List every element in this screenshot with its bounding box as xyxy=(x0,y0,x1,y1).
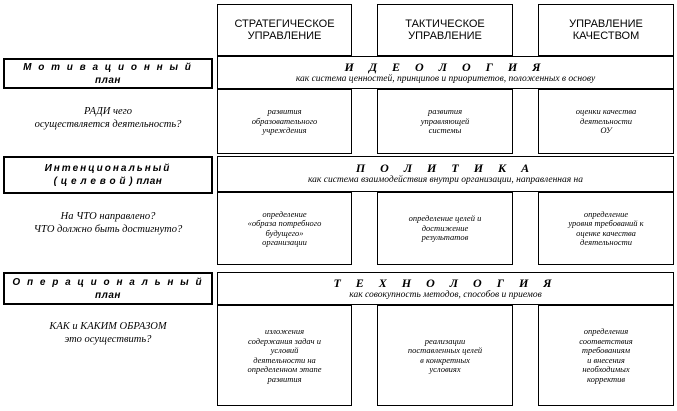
cell-line: необходимых xyxy=(582,364,630,374)
band-title: П О Л И Т И К А xyxy=(355,161,536,175)
cell-line: определенном этапе xyxy=(247,364,322,374)
cell-line: результатов xyxy=(421,232,469,243)
cell-line: «образа потребного xyxy=(247,218,322,228)
column-header-line2: УПРАВЛЕНИЕ xyxy=(247,30,322,42)
cell-line: содержания задач и xyxy=(248,335,321,346)
row-question-line2: осуществляется деятельность? xyxy=(34,119,182,130)
cell-line: организации xyxy=(262,237,307,247)
technology-cell-quality xyxy=(538,305,674,406)
cell-line: корректив xyxy=(586,373,626,384)
cell-line: системы xyxy=(428,125,462,136)
policy-cell-quality xyxy=(538,192,674,265)
row-question-line1: КАК и КАКИМ ОБРАЗОМ xyxy=(49,321,167,332)
cell-line: реализации xyxy=(424,335,466,346)
row-question-intentional xyxy=(3,210,213,236)
row-question-line2: ЧТО должно быть достигнуто? xyxy=(33,224,183,235)
row-question-motivational xyxy=(3,105,213,131)
ideology-cell-quality xyxy=(538,89,674,154)
row-label-line1: Интенциональный xyxy=(44,163,172,174)
row-label-line1: М о т и в а ц и о н н ы й xyxy=(23,61,193,73)
cell-line: определения xyxy=(583,326,629,336)
cell-line: деятельности xyxy=(579,237,633,247)
technology-cell-strategic xyxy=(217,305,352,406)
band-subtitle: как совокупность методов, способов и приемов xyxy=(349,289,542,300)
row-label-line2: ( ц е л е в о й ) план xyxy=(53,176,163,187)
band-policy xyxy=(217,156,674,192)
cell-line: развития xyxy=(427,106,463,117)
cell-line: деятельности xyxy=(579,115,633,126)
cell-line: изложения xyxy=(264,326,305,336)
cell-line: достижение xyxy=(421,222,469,233)
column-header-line1: СТРАТЕГИЧЕСКОЕ xyxy=(234,18,335,30)
row-label-motivational xyxy=(3,58,213,89)
cell-line: будущего» xyxy=(265,227,304,238)
cell-line: и внесения xyxy=(587,354,625,365)
cell-line: образовательного xyxy=(251,115,318,126)
ideology-cell-strategic xyxy=(217,89,352,154)
cell-line: условиях xyxy=(429,364,461,374)
cell-line: соответствия xyxy=(579,335,633,346)
row-question-line1: На ЧТО направлено? xyxy=(60,211,156,222)
cell-line: управляющей xyxy=(420,115,470,126)
cell-line: оценки качества xyxy=(575,106,637,117)
cell-line: определение xyxy=(262,208,307,219)
band-technology xyxy=(217,272,674,305)
cell-line: требованиям xyxy=(581,345,631,355)
cell-line: условий xyxy=(270,345,299,355)
band-title: И Д Е О Л О Г И Я xyxy=(344,59,547,74)
row-label-line2: план xyxy=(95,74,121,86)
cell-line: уровня требований к xyxy=(568,218,644,228)
cell-line: определение целей и xyxy=(408,213,482,224)
row-label-intentional xyxy=(3,156,213,194)
row-question-line2: это осуществить? xyxy=(64,334,152,345)
cell-line: ОУ xyxy=(600,125,612,136)
column-header-tactical xyxy=(377,4,513,56)
column-header-quality xyxy=(538,4,674,56)
technology-cell-tactical xyxy=(377,305,513,406)
cell-line: оценке качества xyxy=(576,227,636,238)
band-ideology xyxy=(217,56,674,89)
row-label-line1: О п е р а ц и о н а л ь н ы й xyxy=(12,276,204,288)
band-subtitle: как система взаимодействия внутри организации, направленная на xyxy=(307,175,584,185)
column-header-line1: УПРАВЛЕНИЕ xyxy=(569,18,643,30)
row-label-operational xyxy=(3,272,213,305)
column-header-line2: УПРАВЛЕНИЕ xyxy=(408,30,482,42)
policy-cell-tactical xyxy=(377,192,513,265)
row-label-line2: план xyxy=(95,289,121,301)
cell-line: поставленных целей xyxy=(407,345,483,355)
row-question-line1: РАДИ чего xyxy=(84,106,132,117)
column-header-line1: ТАКТИЧЕСКОЕ xyxy=(405,18,485,30)
column-header-strategic xyxy=(217,4,352,56)
cell-line: деятельности на xyxy=(253,354,316,365)
column-header-line2: КАЧЕСТВОМ xyxy=(572,30,640,42)
cell-line: учреждения xyxy=(262,125,307,136)
policy-cell-strategic xyxy=(217,192,352,265)
band-title: Т Е Х Н О Л О Г И Я xyxy=(333,275,558,290)
cell-line: в конкретных xyxy=(420,354,470,365)
cell-line: развития xyxy=(267,106,302,117)
cell-line: развития xyxy=(267,373,302,384)
cell-line: определение xyxy=(583,208,629,219)
row-question-operational xyxy=(3,320,213,346)
ideology-cell-tactical xyxy=(377,89,513,154)
band-subtitle: как система ценностей, принципов и приоритетов, положенных в основу xyxy=(295,73,596,84)
